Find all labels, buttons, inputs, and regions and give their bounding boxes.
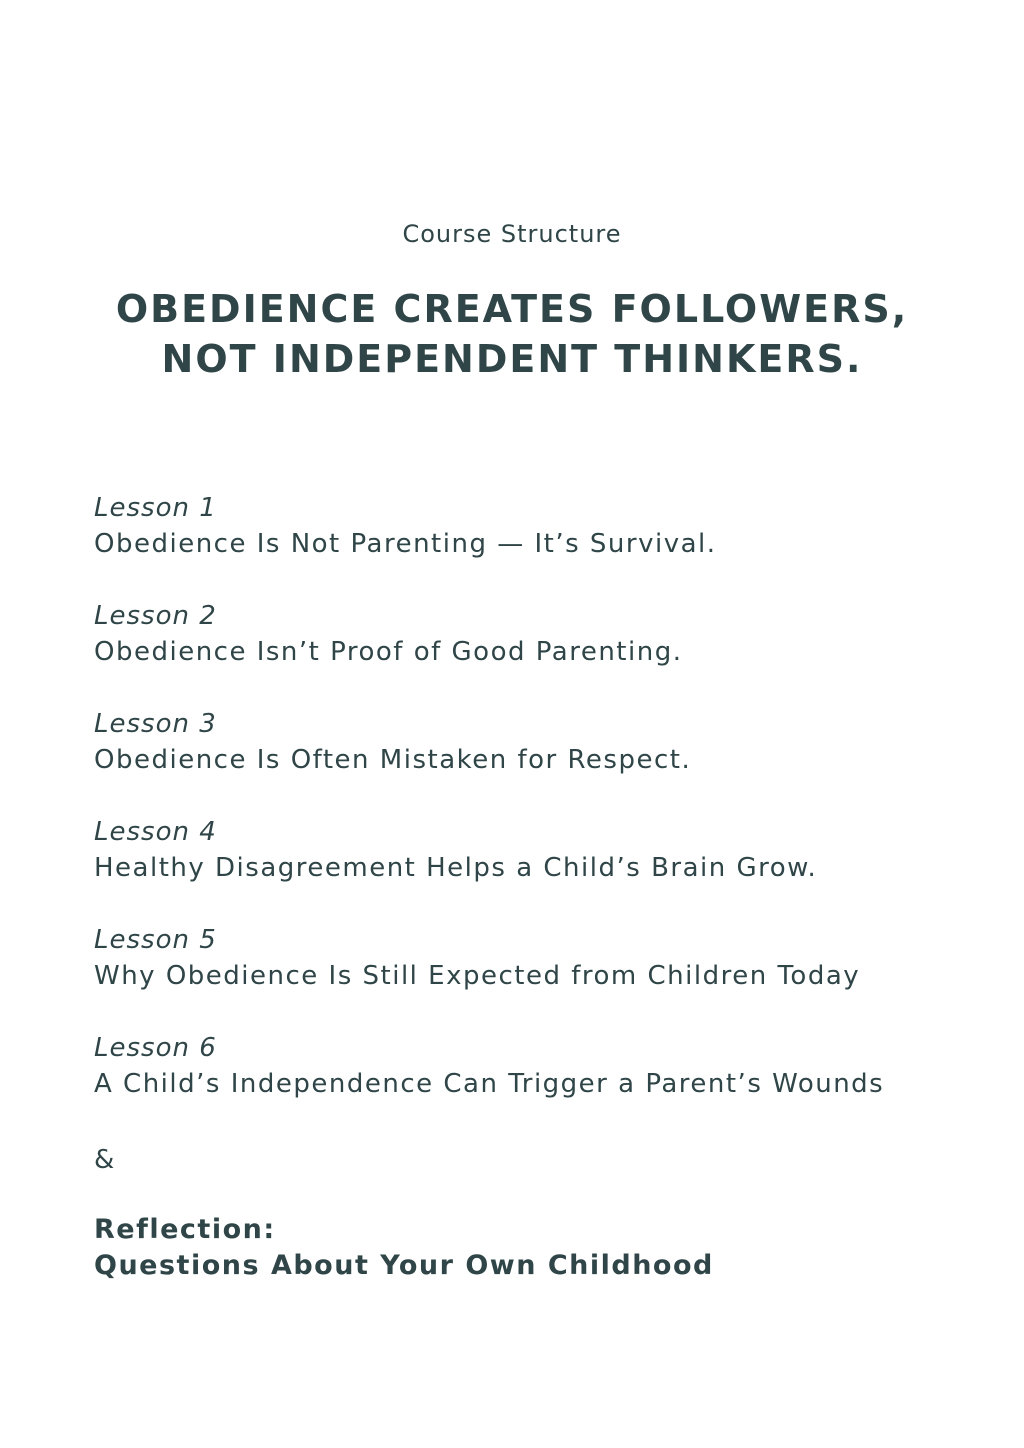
lesson-title: Obedience Is Often Mistaken for Respect.	[94, 745, 692, 775]
page-headline	[0, 284, 1024, 384]
lesson-title: Obedience Is Not Parenting — It’s Survival.	[94, 529, 717, 559]
lesson-title: A Child’s Independence Can Trigger a Parent’s Wounds	[94, 1069, 885, 1099]
reflection-subheading: Questions About Your Own Childhood	[94, 1250, 714, 1281]
lesson-item	[94, 706, 974, 814]
lesson-item	[94, 814, 974, 922]
reflection-heading: Reflection:	[94, 1214, 276, 1245]
lesson-label: Lesson 4	[94, 817, 217, 847]
lesson-item	[94, 1030, 974, 1138]
lesson-label: Lesson 1	[94, 493, 217, 523]
lesson-label: Lesson 2	[94, 601, 217, 631]
ampersand: &	[94, 1145, 115, 1175]
lesson-title: Obedience Isn’t Proof of Good Parenting.	[94, 637, 683, 667]
lesson-list	[94, 490, 974, 1138]
lesson-title: Why Obedience Is Still Expected from Children Today	[94, 961, 861, 991]
lesson-label: Lesson 6	[94, 1033, 217, 1063]
lesson-item	[94, 490, 974, 598]
section-eyebrow: Course Structure	[402, 220, 622, 248]
lesson-label: Lesson 3	[94, 709, 217, 739]
headline-line-2: NOT INDEPENDENT THINKERS.	[161, 337, 863, 381]
reflection-block	[94, 1212, 714, 1284]
lesson-label: Lesson 5	[94, 925, 217, 955]
lesson-item	[94, 598, 974, 706]
lesson-item	[94, 922, 974, 1030]
headline-line-1: OBEDIENCE CREATES FOLLOWERS,	[115, 287, 909, 331]
lesson-title: Healthy Disagreement Helps a Child’s Brain Grow.	[94, 853, 818, 883]
